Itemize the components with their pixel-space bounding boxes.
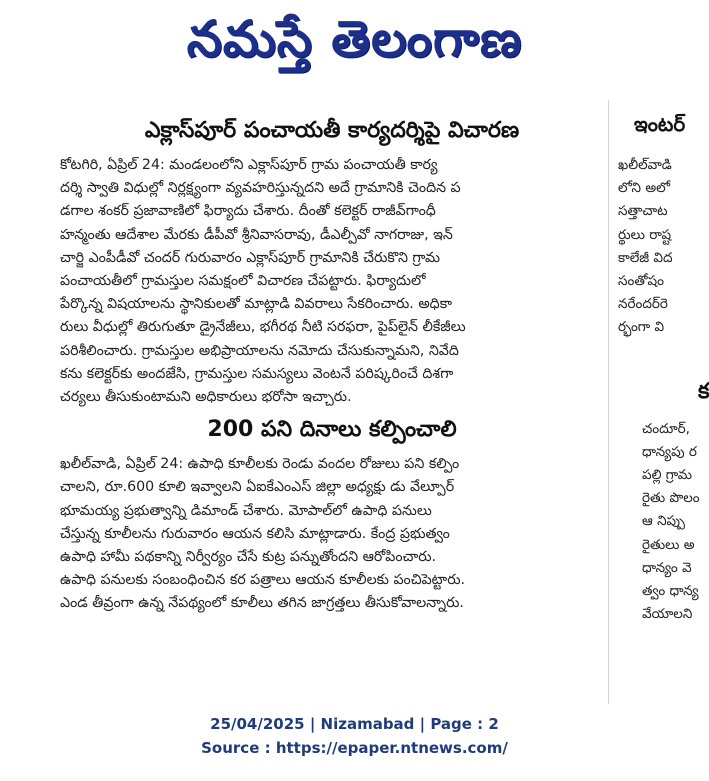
article2-line: ఉపాధి పనులకు సంబంధించిన కర పత్రాలు ఆయన కూలీలకు పంచిపెట్టారు. [60, 572, 466, 589]
article1-line: డగాల శంకర్ ప్రజావాణిలో ఫిర్యాదు చేశారు. దీంతో కలెక్టర్ రాజీవ్‌గాంధీ [60, 203, 436, 220]
right-article2-line: త్వం ధాన్య [642, 583, 699, 600]
article2-line: ఖలీల్‌వాడి, ఏప్రిల్ 24: ఉపాధి కూలీలకు రెండు వందల రోజులు పని కల్పిం [60, 456, 460, 473]
article1-body [60, 154, 604, 409]
masthead-logo: నమస్తే తెలంగాణ [186, 9, 523, 68]
right-article1-line: లోని అలో [618, 180, 671, 197]
right-article1-line: సంతోషం [618, 273, 664, 290]
right-article2-line: రైతులు అ [642, 536, 695, 553]
article1-line: పేర్కొన్న విషయాలను స్థానికులతో మాట్లాడి వివరాలు సేకరించారు. అధికా [60, 296, 452, 313]
right-article2-line: పల్లి గ్రామ [642, 467, 693, 484]
footer [0, 712, 709, 760]
main-column [60, 108, 604, 704]
right-article2-line: ధాన్యపు ర [642, 443, 697, 460]
right-article1-line: ఖలీల్‌వాడి [618, 157, 672, 173]
right-article2-line: ధాన్యం వె [642, 559, 692, 576]
right-article2-line: ఆ నిప్పు [642, 513, 686, 530]
right-article2-line: వేయాలని [642, 606, 693, 623]
article1-line: దర్శి స్వాతి విధుల్లో నిర్లక్ష్యంగా వ్యవహరిస్తున్నదని అదే గ్రామానికి చెందిన ప [60, 180, 461, 197]
article1-line: పంచాయతీలో గ్రామస్తుల సమక్షంలో విచారణ చేపట్టారు. ఫిర్యాదులో [60, 273, 426, 290]
right-article1-line: సత్తాచాట [618, 203, 668, 220]
article2-line: భూమయ్య ప్రభుత్వాన్ని డిమాండ్ చేశారు. మోపాల్‌లో ఉపాధి పనులు [60, 502, 432, 519]
right-column [612, 104, 709, 704]
article2-line: ఉపాధి హామీ పథకాన్ని నిర్వీర్యం చేసే కుట్ర పన్నుతోందని ఆరోపించారు. [60, 549, 437, 566]
right-article2-body [612, 418, 709, 627]
article2-line: ఎండ తీవ్రంగా ఉన్న నేపథ్యంలో కూలీలు తగిన జాగ్రత్తలు తీసుకోవాలన్నారు. [60, 595, 464, 612]
right-article1-body [612, 154, 709, 340]
right-article2-line: చందూర్, [642, 420, 690, 437]
article1-line: రులు వీధుల్లో తిరుగుతూ డ్రైనేజీలు, భగీరథ నీటి సరఫరా, పైప్‌లైన్ లీకేజీలు [60, 319, 466, 336]
article1-line: చార్జి ఎంపీడీవో చందర్ గురువారం ఎక్లాస్‌పూర్ గ్రామానికి చేరుకొని గ్రామ [60, 249, 441, 266]
right-article1-line: కాలేజీ విద [618, 249, 673, 266]
right-article2-headline: క [698, 378, 709, 404]
article1-line: హన్మంతు ఆదేశాల మేరకు డీపీవో శ్రీనివాసరావు, డీఎల్పీవో నాగరాజు, ఇన్ [60, 226, 453, 243]
article1-line: కోటగిరి, ఏప్రిల్ 24: మండలంలోని ఎక్లాస్‌పూర్ గ్రామ పంచాయతీ కార్య [60, 157, 438, 173]
article2-headline: 200 పని దినాలు కల్పించాలి [207, 417, 457, 443]
right-article2-line: రైతు పొలం [642, 490, 700, 507]
right-article1-headline: ఇంటర్ [634, 112, 686, 136]
article1-headline: ఎక్లాస్‌పూర్ పంచాయతీ కార్యదర్శిపై విచారణ [144, 118, 520, 143]
masthead [0, 0, 709, 80]
right-article1-line: నరేందర్‌రె [618, 296, 668, 313]
right-article1-line: ర్థులు రాష్ట [618, 226, 672, 243]
footer-source-link[interactable]: Source : https://epaper.ntnews.com/ [201, 739, 508, 757]
column-divider [608, 100, 609, 704]
article2-line: చేస్తున్న కూలీలను గురువారం ఆయన కలిసి మాట్లాడారు. కేంద్ర ప్రభుత్వం [60, 525, 450, 542]
article1-line: పరిశీలించారు. గ్రామస్తుల అభిప్రాయాలను నమోదు చేసుకున్నామని, నివేది [60, 342, 459, 359]
article1-line: కను కలెక్టర్‌కు అందజేసి, గ్రామస్తుల సమస్యలు వెంటనే పరిష్కరించే దిశగా [60, 365, 454, 382]
footer-meta: 25/04/2025 | Nizamabad | Page : 2 [210, 715, 499, 733]
article2-body [60, 453, 604, 615]
article1-line: చర్యలు తీసుకుంటామని అధికారులు భరోసా ఇచ్చారు. [60, 389, 352, 406]
article2-line: చాలని, రూ.600 కూలి ఇవ్వాలని ఏఐకేఎంఎస్ జిల్లా అధ్యక్షు డు వేల్పూర్ [60, 479, 455, 496]
right-article1-line: ర్భంగా వి [618, 319, 665, 336]
